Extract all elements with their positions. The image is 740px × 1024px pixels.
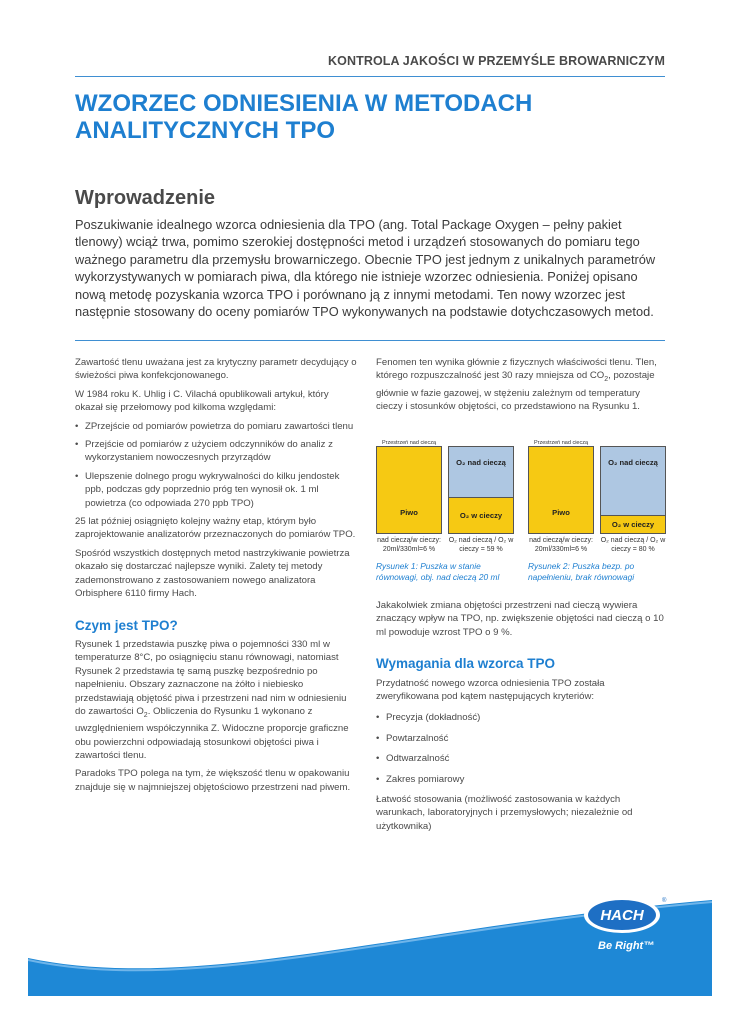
list-item: • Zakres pomiarowy bbox=[376, 773, 666, 786]
right-paragraph-3: Przydatność nowego wzorca odniesienia TPO została zweryfikowana pod kątem następujących kryteriów: bbox=[376, 677, 605, 703]
list-item: • Powtarzalność bbox=[376, 732, 666, 745]
ratio-caption-right: O₂ nad cieczą / O₂ w cieczy = 80 % bbox=[600, 537, 666, 553]
headspace-label: Przestrzeń nad cieczą bbox=[533, 440, 589, 446]
left-paragraph-4: Spośród wszystkich dostępnych metod nastrzykiwanie powietrza okazało się dostarczać najlepsze wyniki. Zalety tej metody zademonstrowano z zastosowaniem nowego analizatora Orbisphere 6110 firmy Hach. bbox=[75, 547, 350, 600]
o2-above-label: O₂ nad cieczą bbox=[456, 458, 506, 467]
right-paragraph-2: Jakakolwiek zmiana objętości przestrzeni nad cieczą wywiera znaczący wpływ na TPO, np. zwiększenie objętości nad cieczą o 10 ml powoduje wzrost TPO o 9 %. bbox=[376, 600, 664, 638]
o2-in-label: O₂ w cieczy bbox=[611, 520, 655, 529]
title-line-1: WZORZEC ODNIESIENIA W METODACH bbox=[75, 90, 533, 117]
beer-label: Piwo bbox=[552, 508, 570, 517]
figure-2 bbox=[528, 440, 668, 585]
left-paragraph-3: 25 lat później osiągnięto kolejny ważny etap, którym było zaprojektowanie analizatorów przeznaczonych do pomiarów TPO. bbox=[75, 516, 356, 541]
section-heading-tpo: Czym jest TPO? bbox=[75, 617, 178, 633]
intro-heading: Wprowadzenie bbox=[75, 187, 216, 209]
o2-above-bar bbox=[600, 446, 666, 516]
figure-2-caption: Rysunek 2: Puszka bezp. po napełnieniu, brak równowagi bbox=[528, 561, 635, 582]
figure-1-caption: Rysunek 1: Puszka w stanie równowagi, obj. nad cieczą 20 ml bbox=[376, 561, 500, 582]
o2-above-bar bbox=[448, 446, 514, 498]
page-title bbox=[75, 90, 675, 144]
right-column-bottom bbox=[376, 599, 666, 838]
o2-above-label: O₂ nad cieczą bbox=[608, 458, 658, 467]
left-paragraph-6: Paradoks TPO polega na tym, że większość tlenu w opakowaniu znajduje się w najmniejszej objętościowo przestrzeni nad piwem. bbox=[75, 768, 351, 793]
right-paragraph-1: Fenomen ten wynika głównie z fizycznych właściwości tlenu. Tlen, którego rozpuszczalność jest 30 razy mniejsza od $CO_2$, pozostaje głównie w fazie gazowej, w stężeniu zależnym od temperatury cieczy i stosunków objętości, co przedstawiono na Rysunku 1. bbox=[376, 357, 657, 413]
figure-1 bbox=[376, 440, 516, 585]
list-item: • Przejście od pomiarów z użyciem odczynników do analiz z wykorzystaniem nowoczesnych przyrządów bbox=[75, 438, 357, 465]
header-rule bbox=[75, 76, 665, 77]
left-paragraph-5: Rysunek 1 przedstawia puszkę piwa o pojemności 330 ml w temperaturze 8°C, po osiągnięciu stanu równowagi, natomiast Rysunek 2 przedstawia tę samą puszkę bezpośrednio po napełnieniu. Obszary zaznaczone na żółto i niebiesko przedstawiają objętość piwa i przestrzeni nad nim w odniesieniu do zawartości $O_2$. Obliczenia do Rysunku 1 wykonano z uwzględnieniem współczynnika Z. Widoczne proporcje graficzne obu powierzchni odpowiadają stosunkowi objętości piwa i zawartości tlenu. bbox=[75, 638, 349, 762]
hach-logo-icon bbox=[582, 893, 668, 937]
beer-volume-bar bbox=[376, 446, 442, 534]
svg-text:®: ® bbox=[662, 898, 667, 904]
section-heading-requirements: Wymagania dla wzorca TPO bbox=[376, 656, 556, 672]
ratio-caption-left: nad cieczą/w cieczy: 20ml/330ml=6 % bbox=[377, 537, 441, 553]
left-bullet-list bbox=[75, 420, 357, 510]
title-line-2: ANALITYCZNYCH TPO bbox=[75, 117, 335, 144]
list-item: • ZPrzejście od pomiarów powietrza do pomiaru zawartości tlenu bbox=[75, 420, 357, 433]
section-rule bbox=[75, 340, 665, 341]
beer-label: Piwo bbox=[400, 508, 418, 517]
list-item: • Precyzja (dokładność) bbox=[376, 711, 666, 724]
right-paragraph-4: Łatwość stosowania (możliwość zastosowania w każdych warunkach, laboratoryjnych i przemysłowych; niezależnie od użytkownika) bbox=[376, 794, 633, 832]
left-column bbox=[75, 356, 357, 799]
ratio-caption-left: nad cieczą/w cieczy: 20ml/330ml=6 % bbox=[529, 537, 593, 553]
headspace-label: Przestrzeń nad cieczą bbox=[381, 440, 437, 446]
intro-text: Poszukiwanie idealnego wzorca odniesienia dla TPO (ang. Total Package Oxygen – pełny pakiet tlenowy) wciąż trwa, pomimo szerokiej dostępności metod i urządzeń stosowanych do pomiaru tego ważnego parametru dla przemysłu browarniczego. Obecnie TPO jest jednym z unikalnych parametrów wykorzystywanych w pomiarach piwa, dla którego nie istnieje wzorzec odniesienia. Poniżej opisano nową metodę pozyskania wzorca TPO i porównano ją z innymi metodami. Ten nowy wzorzec jest następnie stosowany do oceny pomiarów TPO wykonywanych na podstawie dotychczasowych metod. bbox=[75, 217, 656, 320]
criteria-list bbox=[376, 711, 666, 786]
logo-text: HACH bbox=[600, 907, 644, 924]
left-paragraph-1: Zawartość tlenu uważana jest za krytyczny parametr decydujący o świeżości piwa konfekcjonowanego. bbox=[75, 357, 357, 382]
right-column-top bbox=[376, 356, 666, 419]
ratio-caption-right: O₂ nad cieczą / O₂ w cieczy = 59 % bbox=[448, 537, 514, 553]
document-kicker: KONTROLA JAKOŚCI W PRZEMYŚLE BROWARNICZYM bbox=[328, 54, 665, 68]
brand-tagline: Be Right™ bbox=[598, 940, 655, 952]
list-item: • Ulepszenie dolnego progu wykrywalności do kilku jendostek ppb, podczas gdy poprzednio próg ten wynosił ok. 1 ml powietrza (co odpowiada 270 ppb TPO) bbox=[75, 470, 357, 510]
o2-in-label: O₂ w cieczy bbox=[459, 511, 503, 520]
beer-volume-bar bbox=[528, 446, 594, 534]
list-item: • Odtwarzalność bbox=[376, 752, 666, 765]
left-paragraph-2: W 1984 roku K. Uhlig i C. Vilachá opublikowali artykuł, który okazał się przełomowy pod kilkoma względami: bbox=[75, 388, 329, 414]
